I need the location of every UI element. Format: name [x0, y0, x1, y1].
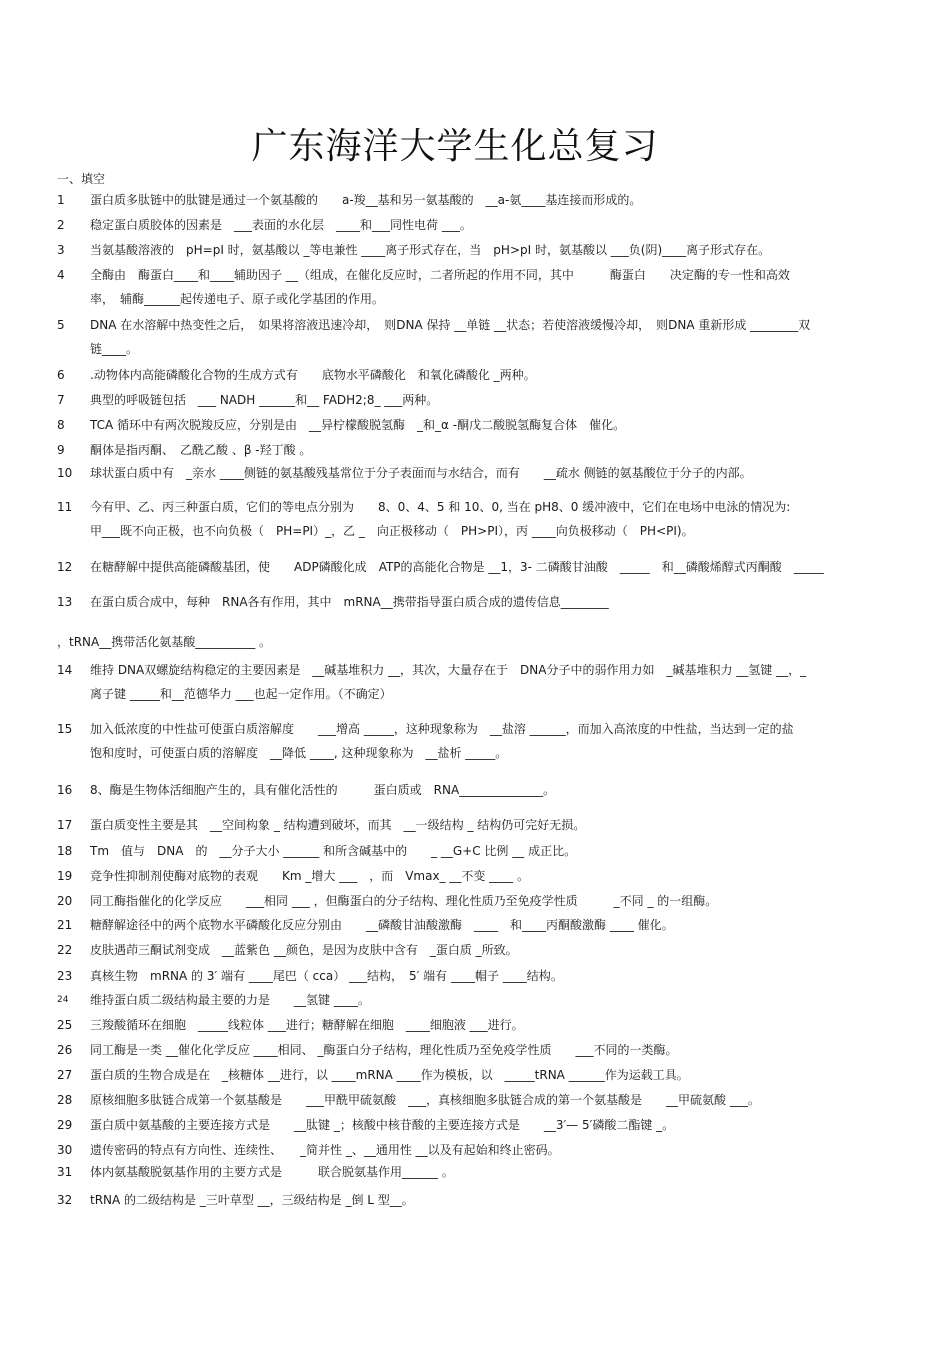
question-number: 29 — [57, 1118, 73, 1132]
question-text-continued: 饱和度时，可使蛋白质的溶解度 __降低 ____, 这种现象称为 __盐析 _____。 — [90, 746, 508, 760]
question-text: 糖酵解途径中的两个底物水平磷酸化反应分别由 __磷酸甘油酸激酶 ____ 和____丙酮酸激酶 ____ 催化。 — [90, 918, 674, 932]
question-text: 加入低浓度的中性盐可使蛋白质溶解度 ___增高 _____，这种现象称为 __盐溶 ______，而加入高浓度的中性盐，当达到一定的盐 — [90, 722, 794, 736]
question-text: 原核细胞多肽链合成第一个氨基酸是 ___甲酰甲硫氨酸 ___，真核细胞多肽链合成的第一个氨基酸是 __甲硫氨酸 ___。 — [90, 1093, 760, 1107]
question-text: DNA 在水溶解中热变性之后， 如果将溶液迅速冷却， 则DNA 保持 __单链 __状态；若使溶液缓慢冷却， 则DNA 重新形成 ________双 — [90, 318, 811, 332]
question-text-continued: 率， 辅酶______起传递电子、原子或化学基团的作用。 — [90, 292, 385, 306]
question-number: 12 — [57, 560, 73, 574]
question-number: 21 — [57, 918, 73, 932]
question-number: 24 — [57, 995, 69, 1005]
question-number: 18 — [57, 844, 73, 858]
question-text-continued: 离子键 _____和__范德华力 ___也起一定作用。（不确定） — [90, 687, 392, 701]
question-text: 稳定蛋白质胶体的因素是 ___表面的水化层 ____和___同性电荷 ___。 — [90, 218, 472, 232]
question-text: 竞争性抑制剂使酶对底物的表观 Km _增大 ___ ，而 Vmax_ __不变 ____ 。 — [90, 869, 529, 883]
question-text: Tm 值与 DNA 的 __分子大小 ______ 和所含碱基中的 _ __G+C 比例 __ 成正比。 — [90, 844, 577, 858]
question-text: 蛋白质多肽链中的肽键是通过一个氨基酸的 a-羧__基和另一氨基酸的 __a-氨____基连接而形成的。 — [90, 193, 642, 207]
question-text: 今有甲、乙、丙三种蛋白质，它们的等电点分别为 8、0、4、5 和 10、0, 当在 pH8、0 缓冲液中，它们在电场中电泳的情况为: — [90, 500, 791, 514]
question-number: 22 — [57, 943, 73, 957]
question-text: 维持蛋白质二级结构最主要的力是 __氢键 ____。 — [90, 993, 370, 1007]
question-text: 蛋白质的生物合成是在 _核糖体 __进行，以 ____mRNA ____作为模板，以 _____tRNA ______作为运载工具。 — [90, 1068, 689, 1082]
question-text: TCA 循环中有两次脱羧反应，分别是由 __异柠檬酸脱氢酶 _和_α -酮戊二酸脱氢酶复合体 催化。 — [90, 418, 626, 432]
question-number: 23 — [57, 969, 73, 983]
question-number: 6 — [57, 368, 65, 382]
question-text: 蛋白质中氨基酸的主要连接方式是 __肽键 _；核酸中核苷酸的主要连接方式是 __3′— 5′磷酸二酯键 _。 — [90, 1118, 675, 1132]
question-number: 11 — [57, 500, 73, 514]
question-number: 19 — [57, 869, 73, 883]
question-text: 皮肤遇茚三酮试剂变成 __蓝紫色 __颜色，是因为皮肤中含有 _蛋白质 _所致。 — [90, 943, 518, 957]
question-number: 3 — [57, 243, 65, 257]
question-text: 在蛋白质合成中，每种 RNA各有作用，其中 mRNA__携带指导蛋白质合成的遗传信息________ — [90, 595, 609, 609]
question-number: 32 — [57, 1193, 73, 1207]
question-text: 遗传密码的特点有方向性、连续性、 _简并性 _、__通用性 __以及有起始和终止密码。 — [90, 1143, 560, 1157]
question-number: 20 — [57, 894, 73, 908]
question-text: 同工酶指催化的化学反应 ___相同 ___ ，但酶蛋白的分子结构、理化性质乃至免疫学性质 _不同 _ 的一组酶。 — [90, 894, 718, 908]
question-number: 10 — [57, 466, 73, 480]
question-text: 当氨基酸溶液的 pH=pI 时，氨基酸以 _等电兼性 ____离子形式存在，当 pH>pI 时，氨基酸以 ___负(阴)____离子形式存在。 — [90, 243, 771, 257]
page-title: 广东海洋大学生化总复习 — [251, 126, 659, 167]
question-text: 典型的呼吸链包括 ___ NADH ______和__ FADH2;8_ ___两种。 — [90, 393, 439, 407]
question-text: 在糖酵解中提供高能磷酸基团，使 ADP磷酸化成 ATP的高能化合物是 __1，3- 二磷酸甘油酸 _____ 和__磷酸烯醇式丙酮酸 _____ — [90, 560, 824, 574]
question-number: 8 — [57, 418, 65, 432]
question-text: 球状蛋白质中有 _亲水 ____侧链的氨基酸残基常位于分子表面而与水结合，而有 __疏水 侧链的氨基酸位于分子的内部。 — [90, 466, 752, 480]
question-number: 9 — [57, 443, 65, 457]
question-text: 三羧酸循环在细胞 _____线粒体 ___进行；糖酵解在细胞 ____细胞液 ___进行。 — [90, 1018, 524, 1032]
question-number: 5 — [57, 318, 65, 332]
question-text-continued: 甲___既不向正极，也不向负极（ PH=PI）_，乙 _ 向正极移动（ PH>PI），丙 ____向负极移动（ PH<PI)。 — [90, 524, 694, 538]
question-text-continued: 链____。 — [90, 342, 139, 356]
question-text: 维持 DNA双螺旋结构稳定的主要因素是 __碱基堆积力 __，其次，大量存在于 DNA分子中的弱作用力如 _碱基堆积力 __氢键 __，_ — [90, 663, 807, 677]
question-number: 26 — [57, 1043, 73, 1057]
question-number: 17 — [57, 818, 73, 832]
question-number: 28 — [57, 1093, 73, 1107]
question-number: 30 — [57, 1143, 73, 1157]
question-number: 25 — [57, 1018, 73, 1032]
question-text: 同工酶是一类 __催化化学反应 ____相同、 _酶蛋白分子结构，理化性质乃至免疫学性质 ___不同的一类酶。 — [90, 1043, 678, 1057]
question-text: 体内氨基酸脱氨基作用的主要方式是 联合脱氨基作用______ 。 — [90, 1165, 454, 1179]
question-number: 31 — [57, 1165, 73, 1179]
question-text: tRNA 的二级结构是 _三叶草型 __，三级结构是 _倒 L 型__。 — [90, 1193, 414, 1207]
question-number: 1 — [57, 193, 65, 207]
question-number: 7 — [57, 393, 65, 407]
question-number: 16 — [57, 783, 73, 797]
question-number: 4 — [57, 268, 65, 282]
question-text: 全酶由 酶蛋白____和____辅助因子 __（组成，在催化反应时，二者所起的作用不同，其中 酶蛋白 决定酶的专一性和高效 — [90, 268, 790, 282]
question-number: 15 — [57, 722, 73, 736]
question-text: .动物体内高能磷酸化合物的生成方式有 底物水平磷酸化 和氧化磷酸化 _两种。 — [90, 368, 536, 382]
item-13-continuation: ，tRNA__携带活化氨基酸__________ 。 — [57, 635, 272, 649]
question-text: 蛋白质变性主要是其 __空间构象 _ 结构遭到破坏，而其 __一级结构 _ 结构仍可完好无损。 — [90, 818, 586, 832]
question-number: 13 — [57, 595, 73, 609]
question-text: 酮体是指丙酮、 乙酰乙酸 、β -羟丁酸 。 — [90, 443, 312, 457]
section-heading: 一、填空 — [57, 172, 106, 186]
question-number: 14 — [57, 663, 73, 677]
question-number: 27 — [57, 1068, 73, 1082]
question-number: 2 — [57, 218, 65, 232]
question-text: 8、酶是生物体活细胞产生的，具有催化活性的 蛋白质或 RNA______________。 — [90, 783, 556, 797]
question-text: 真核生物 mRNA 的 3′ 端有 ____尾巴（ cca） ___结构， 5′ 端有 ____帽子 ____结构。 — [90, 969, 563, 983]
